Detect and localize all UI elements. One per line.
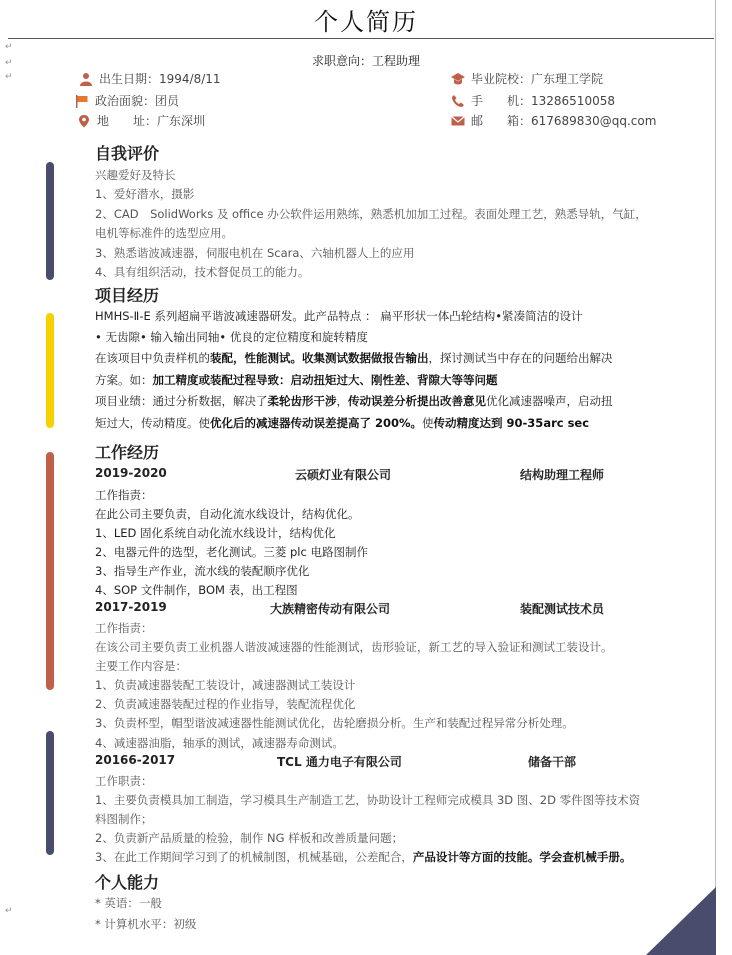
- bold-run: 加工精度或装配过程导致：启动扭矩过大、刚性差、背隙大等等问题: [152, 373, 498, 387]
- paragraph-mark: ↵: [5, 42, 13, 52]
- job-line: 1、LED 固化系统自动化流水线设计，结构优化: [95, 526, 336, 540]
- job-line: [95, 849, 631, 865]
- job-line: 工作职责：: [95, 774, 153, 788]
- paragraph-mark: ↵: [5, 906, 13, 916]
- job-line: 1、主要负责模具加工制造，学习模具生产制造工艺，协助设计工程师完成模具 3D 图、2D 零件图等技术资: [95, 793, 641, 807]
- project-line: [95, 393, 613, 409]
- project-heading: 项目经历: [95, 286, 160, 305]
- job-role: 结构助理工程师: [520, 468, 605, 482]
- job-line: 工作指责：: [95, 621, 153, 635]
- job-line: 在该公司主要负责工业机器人谐波减速器的性能测试，齿形验证，新工艺的导入验证和测试工装设计。: [95, 640, 613, 654]
- text-run: ，探讨测试当中存在的问题给出解决: [428, 351, 613, 365]
- envelope-icon: [451, 114, 465, 128]
- text-run: 在该项目中负责样机的: [95, 351, 210, 365]
- flag-icon: [75, 94, 89, 108]
- page-title: 个人简历: [314, 8, 418, 36]
- self-eval-line: 1、爱好潜水，摄影: [95, 187, 195, 201]
- text-run: 优化减速器噪声，启动扭: [486, 394, 613, 408]
- job-line: 4、减速器油脂，轴承的测试，减速器寿命测试。: [95, 736, 344, 750]
- project-line: • 无齿隙• 输入输出同轴• 优良的定位精度和旋转精度: [95, 330, 368, 344]
- self-eval-line: 兴趣爱好及特长: [95, 168, 176, 182]
- self-eval-line: 电机等标准件的选型应用。: [95, 226, 233, 240]
- text-run: ，: [336, 394, 348, 408]
- info-address: [77, 112, 205, 129]
- bold-run: 优化后的减速器传动误差提高了 200%。: [210, 416, 423, 430]
- section-bar-navy-2: [46, 731, 54, 855]
- location-pin-icon: [77, 114, 91, 128]
- job-line: 主要工作内容是：: [95, 659, 187, 673]
- email-text: 邮 箱：617689830@qq.com: [471, 114, 657, 128]
- info-politics: [75, 92, 179, 109]
- address-text: 地 址：广东深圳: [97, 114, 206, 128]
- school-text: 毕业院校：广东理工学院: [471, 72, 604, 86]
- job-line: 料图制作；: [95, 812, 153, 826]
- job-company: 大族精密传动有限公司: [270, 602, 391, 616]
- self-eval-line: 2、CAD SolidWorks 及 office 办公软件运用熟练，熟悉机加加工过程。表面处理工艺，熟悉导轨，气缸，: [95, 207, 647, 221]
- job-line: 3、负责杯型，帽型谐波减速器性能测试优化，齿轮磨损分析。生产和装配过程异常分析处理。: [95, 716, 574, 730]
- section-bar-rust: [46, 452, 54, 690]
- bold-run: 柔轮齿形干涉: [267, 394, 337, 408]
- section-bar-navy: [46, 162, 54, 280]
- job-period: 2017-2019: [95, 600, 167, 614]
- job-role: 装配测试技术员: [520, 602, 605, 616]
- self-eval-line: 3、熟悉谐波减速器，伺服电机在 Scara、六轴机器人上的应用: [95, 246, 415, 260]
- work-heading: 工作经历: [95, 443, 160, 462]
- text-run: 方案。如：: [95, 373, 153, 387]
- bold-run: 产品设计等方面的技能。学会查机械手册。: [412, 850, 632, 864]
- corner-decoration: [646, 887, 716, 955]
- text-run: 使: [422, 416, 434, 430]
- job-line: 工作指责：: [95, 488, 153, 502]
- project-line: [95, 350, 613, 366]
- bold-run: 传动误差分析提出改善意见: [348, 394, 486, 408]
- politics-text: 政治面貌：团员: [95, 94, 180, 108]
- job-line: 2、负责新产品质量的检验，制作 NG 样板和改善质量问题；: [95, 831, 404, 845]
- project-line: HMHS-Ⅱ-E 系列超扁平谐波减速器研发。此产品特点 ： 扁平形状一体凸轮结构•紧凑简洁的设计: [95, 309, 583, 323]
- job-period: 2019-2020: [95, 466, 167, 480]
- text-run: 项目业绩：通过分析数据，解决了: [95, 394, 268, 408]
- paragraph-mark: ↵: [5, 72, 13, 82]
- section-bar-yellow: [46, 313, 54, 428]
- job-line: 在此公司主要负责，自动化流水线设计，结构优化。: [95, 507, 360, 521]
- job-line: 1、负责减速器装配工装设计，减速器测试工装设计: [95, 678, 356, 692]
- page-edge: [715, 0, 716, 955]
- info-birth: [79, 70, 221, 87]
- text-run: 矩过大，传动精度。使: [95, 416, 210, 430]
- self-eval-heading: 自我评价: [95, 144, 160, 163]
- text-run: 3、在此工作期间学习到了的机械制图，机械基础，公差配合，: [95, 850, 413, 864]
- bold-run: 传动精度达到 90-35arc sec: [433, 416, 590, 430]
- info-school: [451, 70, 603, 87]
- ability-line: * 英语：一般: [95, 896, 162, 910]
- ability-heading: 个人能力: [95, 873, 160, 892]
- info-email: [451, 112, 656, 129]
- bold-run: 装配，性能测试。收集测试数据做报告输出: [210, 351, 429, 365]
- title-divider: [8, 38, 714, 39]
- graduation-cap-icon: [451, 72, 465, 86]
- self-eval-line: 4、具有组织活动，技术督促员工的能力。: [95, 265, 310, 279]
- job-objective: 求职意向：工程助理: [311, 54, 420, 68]
- job-period: 20166-2017: [95, 753, 176, 767]
- phone-icon: [451, 94, 465, 108]
- ability-line: * 计算机水平：初级: [95, 917, 197, 931]
- job-line: 3、指导生产作业，流水线的装配顺序优化: [95, 564, 310, 578]
- info-phone: [451, 92, 615, 109]
- job-line: 2、电器元件的选型，老化测试。三菱 plc 电路图制作: [95, 545, 368, 559]
- phone-text: 手 机：13286510058: [471, 94, 615, 108]
- project-line: [95, 372, 498, 388]
- job-company: TCL 通力电子有限公司: [277, 755, 402, 769]
- job-role: 储备干部: [528, 755, 577, 769]
- job-company: 云硕灯业有限公司: [295, 468, 392, 482]
- job-line: 2、负责减速器装配过程的作业指导，装配流程优化: [95, 697, 356, 711]
- birth-text: 出生日期：1994/8/11: [99, 72, 221, 86]
- job-line: 4、SOP 文件制作，BOM 表，出工程图: [95, 583, 298, 597]
- project-line: [95, 415, 589, 431]
- person-icon: [79, 72, 93, 86]
- paragraph-mark: ↵: [5, 58, 13, 68]
